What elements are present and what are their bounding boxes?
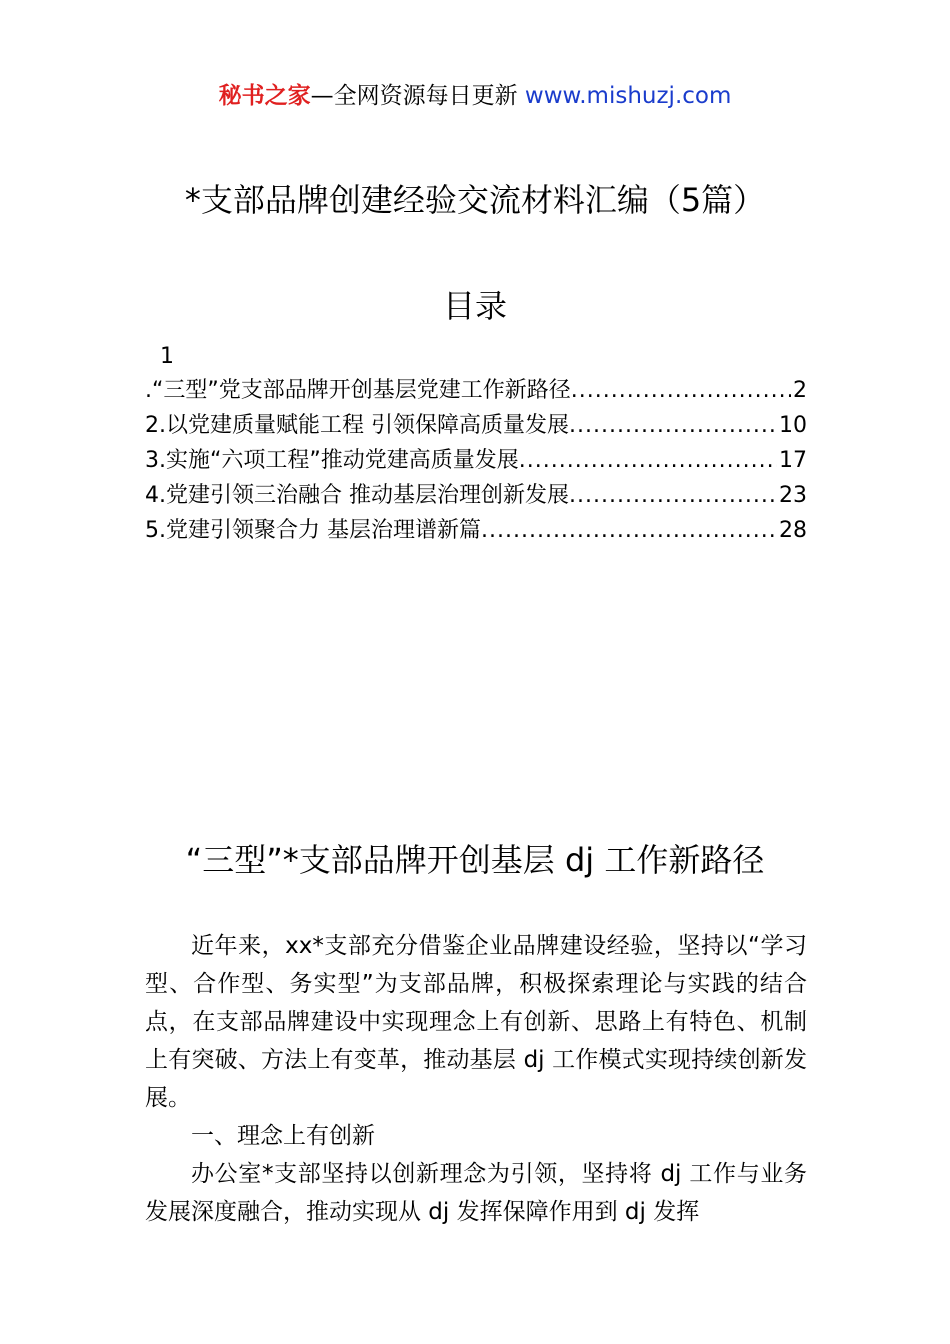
toc-entry-page: 17 xyxy=(779,448,807,473)
table-of-contents xyxy=(145,373,807,548)
toc-leader-dots xyxy=(481,513,777,548)
toc-leader-dots xyxy=(571,373,791,408)
toc-entry-page: 10 xyxy=(779,413,807,438)
toc-entry-page: 2 xyxy=(793,378,807,403)
toc-entry-title: .“三型”党支部品牌开创基层党建工作新路径 xyxy=(145,378,571,403)
site-brand: 秘书之家 xyxy=(218,83,311,109)
toc-heading: 目录 xyxy=(442,287,507,325)
toc-entry[interactable] xyxy=(145,408,807,443)
toc-entry[interactable] xyxy=(145,478,807,513)
document-title: *支部品牌创建经验交流材料汇编（5篇） xyxy=(184,181,766,219)
toc-entry-title: 2.以党建质量赋能工程 引领保障高质量发展 xyxy=(145,413,569,438)
toc-leader-dots xyxy=(569,408,777,443)
site-url-link[interactable]: www.mishuzj.com xyxy=(524,83,732,109)
toc-leader-dots xyxy=(519,443,777,478)
toc-entry-page: 23 xyxy=(779,483,807,508)
toc-entry-page: 28 xyxy=(779,518,807,543)
article-section-heading: 一、理念上有创新 xyxy=(191,1123,375,1149)
toc-entry[interactable] xyxy=(145,443,807,478)
toc-leader-dots xyxy=(569,478,777,513)
toc-first-number: 1 xyxy=(160,344,174,369)
site-tagline: —全网资源每日更新 xyxy=(310,83,518,109)
toc-entry-title: 5.党建引领聚合力 基层治理谱新篇 xyxy=(145,518,481,543)
article-body xyxy=(145,927,807,1231)
toc-entry[interactable] xyxy=(145,513,807,548)
site-header xyxy=(0,80,950,112)
article-paragraph: 近年来，xx*支部充分借鉴企业品牌建设经验，坚持以“学习型、合作型、务实型”为支部品牌，积极探索理论与实践的结合点，在支部品牌建设中实现理念上有创新、思路上有特色、机制上有突破、方法上有变革，推动基层 dj 工作模式实现持续创新发展。 xyxy=(145,933,807,1111)
article-paragraph: 办公室*支部坚持以创新理念为引领，坚持将 dj 工作与业务发展深度融合，推动实现从 dj 发挥保障作用到 dj 发挥 xyxy=(145,1161,807,1225)
toc-entry[interactable] xyxy=(145,373,807,408)
toc-entry-title: 4.党建引领三治融合 推动基层治理创新发展 xyxy=(145,483,569,508)
toc-entry-title: 3.实施“六项工程”推动党建高质量发展 xyxy=(145,448,519,473)
article-title: “三型”*支部品牌开创基层 dj 工作新路径 xyxy=(185,841,765,879)
